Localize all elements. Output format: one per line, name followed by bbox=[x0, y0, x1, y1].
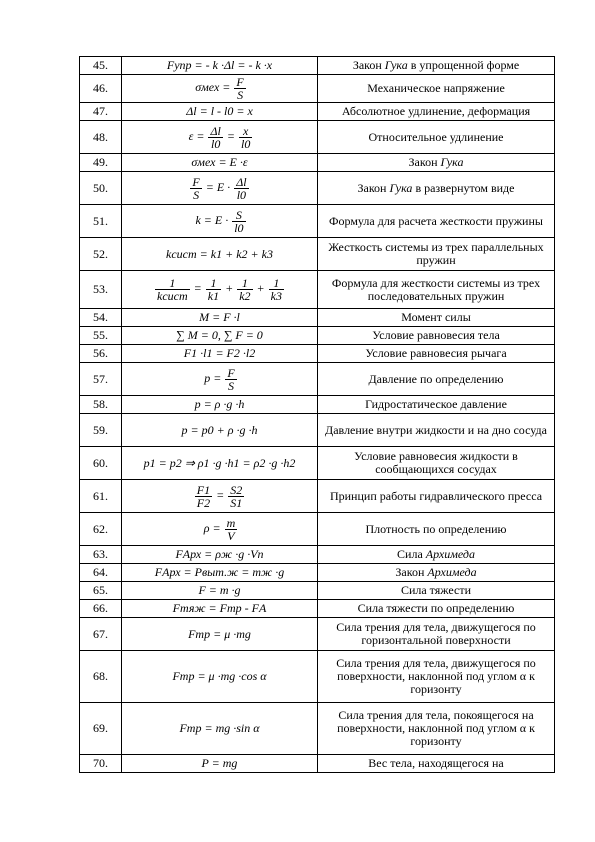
description-cell bbox=[318, 103, 555, 121]
table-row bbox=[80, 414, 555, 447]
fraction bbox=[269, 277, 284, 302]
fraction bbox=[208, 125, 222, 150]
table-row bbox=[80, 755, 555, 773]
description-text: Сила тяжести по определению bbox=[357, 601, 515, 615]
description-cell bbox=[318, 480, 555, 513]
table-row bbox=[80, 327, 555, 345]
formula-cell: σмех = E ·ε bbox=[122, 154, 318, 172]
fraction bbox=[190, 176, 201, 201]
formula-cell: Fтр = mg ·sin α bbox=[122, 703, 318, 755]
row-number: 69. bbox=[80, 703, 122, 755]
description-text: в упрощенной форме bbox=[407, 58, 520, 72]
fraction-denominator: l0 bbox=[240, 136, 251, 151]
formula-cell: p = ρ ·g ·h bbox=[122, 396, 318, 414]
description-text: Жесткость системы из трех параллельных пружин bbox=[328, 240, 544, 267]
description-text: в развернутом виде bbox=[412, 180, 515, 195]
table-row bbox=[80, 582, 555, 600]
table-row bbox=[80, 205, 555, 238]
description-text: Относительное удлинение bbox=[368, 129, 504, 144]
description-text: Механическое напряжение bbox=[367, 81, 505, 95]
fraction-denominator: l0 bbox=[236, 187, 247, 202]
table-row bbox=[80, 703, 555, 755]
fraction-numerator: m bbox=[226, 515, 236, 530]
formula-cell: p1 = p2 ⇒ ρ1 ·g ·h1 = ρ2 ·g ·h2 bbox=[122, 447, 318, 480]
table-row bbox=[80, 271, 555, 309]
formula-cell: M = F ·l bbox=[122, 309, 318, 327]
description-text: Формула для расчета жесткости пружины bbox=[329, 213, 543, 228]
table-row bbox=[80, 396, 555, 414]
fraction-denominator: S bbox=[193, 187, 200, 202]
fraction-numerator: S bbox=[232, 209, 245, 222]
description-cell bbox=[318, 327, 555, 345]
row-number: 65. bbox=[80, 582, 122, 600]
description-cell bbox=[318, 121, 555, 154]
formula-operator: = E · bbox=[205, 179, 231, 194]
table-row bbox=[80, 172, 555, 205]
table-row bbox=[80, 447, 555, 480]
formula-operator: = bbox=[216, 487, 225, 502]
fraction-denominator: l0 bbox=[234, 220, 244, 235]
table-row bbox=[80, 480, 555, 513]
formula-cell: p = p0 + ρ ·g ·h bbox=[122, 414, 318, 447]
description-cell bbox=[318, 271, 555, 309]
formula-cell bbox=[122, 121, 318, 154]
description-cell bbox=[318, 582, 555, 600]
formula-operator: = bbox=[193, 281, 202, 296]
formula-cell bbox=[122, 172, 318, 205]
fraction-numerator: Δl bbox=[210, 123, 221, 138]
description-text: Условие равновесия жидкости в сообщающихся сосудах bbox=[354, 449, 518, 476]
fraction-numerator: 1 bbox=[206, 277, 221, 290]
fraction-denominator: k1 bbox=[207, 289, 220, 303]
description-cell bbox=[318, 238, 555, 271]
description-text: Условие равновесия рычага bbox=[365, 346, 507, 360]
fraction-numerator: Δl bbox=[236, 174, 247, 189]
row-number: 57. bbox=[80, 363, 122, 396]
row-number: 56. bbox=[80, 345, 122, 363]
formula-lhs: ρ = bbox=[203, 520, 221, 535]
description-cell bbox=[318, 205, 555, 238]
row-number: 48. bbox=[80, 121, 122, 154]
fraction-denominator: S1 bbox=[230, 495, 243, 510]
row-number: 70. bbox=[80, 755, 122, 773]
row-number: 45. bbox=[80, 57, 122, 75]
formula-cell bbox=[122, 513, 318, 546]
fraction-numerator: 1 bbox=[237, 277, 252, 290]
row-number: 64. bbox=[80, 564, 122, 582]
row-number: 63. bbox=[80, 546, 122, 564]
description-cell bbox=[318, 414, 555, 447]
description-text: Плотность по определению bbox=[365, 521, 507, 536]
row-number: 55. bbox=[80, 327, 122, 345]
table-row bbox=[80, 154, 555, 172]
description-text: Сила тяжести bbox=[400, 583, 472, 597]
formula-cell: kсист = k1 + k2 + k3 bbox=[122, 238, 318, 271]
fraction bbox=[225, 367, 236, 392]
description-text: Закон bbox=[395, 565, 428, 579]
fraction-numerator: S2 bbox=[230, 482, 243, 497]
table-row bbox=[80, 618, 555, 651]
formula-operator: + bbox=[225, 281, 234, 296]
description-cell bbox=[318, 363, 555, 396]
fraction-numerator: F bbox=[227, 365, 235, 380]
description-text: Давление по определению bbox=[368, 371, 504, 386]
description-text: Гука bbox=[384, 58, 408, 72]
table-row bbox=[80, 75, 555, 103]
row-number: 51. bbox=[80, 205, 122, 238]
fraction-denominator: F2 bbox=[196, 495, 211, 510]
formula-cell: FАрх = Pвыт.ж = mж ·g bbox=[122, 564, 318, 582]
description-text: Принцип работы гидравлического пресса bbox=[329, 488, 543, 503]
description-cell bbox=[318, 345, 555, 363]
formula-cell: Δl = l - l0 = x bbox=[122, 103, 318, 121]
row-number: 68. bbox=[80, 651, 122, 703]
fraction bbox=[225, 517, 238, 542]
description-cell bbox=[318, 651, 555, 703]
formula-cell bbox=[122, 363, 318, 396]
row-number: 46. bbox=[80, 75, 122, 103]
table-row bbox=[80, 309, 555, 327]
table-row bbox=[80, 651, 555, 703]
formula-cell bbox=[122, 480, 318, 513]
description-text: Давление внутри жидкости и на дно сосуда bbox=[325, 422, 547, 437]
row-number: 50. bbox=[80, 172, 122, 205]
table-row bbox=[80, 238, 555, 271]
table-row bbox=[80, 513, 555, 546]
description-cell bbox=[318, 154, 555, 172]
description-cell bbox=[318, 564, 555, 582]
table-row bbox=[80, 121, 555, 154]
formula-cell: Fтяж = Fтр - FА bbox=[122, 600, 318, 618]
description-cell bbox=[318, 75, 555, 103]
row-number: 67. bbox=[80, 618, 122, 651]
fraction-denominator: k3 bbox=[270, 289, 282, 303]
description-cell bbox=[318, 172, 555, 205]
description-cell bbox=[318, 600, 555, 618]
description-text: Сила трения для тела, движущегося по горизонтальной поверхности bbox=[336, 620, 536, 647]
description-cell bbox=[318, 546, 555, 564]
row-number: 61. bbox=[80, 480, 122, 513]
row-number: 52. bbox=[80, 238, 122, 271]
formula-cell: F1 ·l1 = F2 ·l2 bbox=[122, 345, 318, 363]
fraction-denominator: S bbox=[228, 378, 235, 393]
table-row bbox=[80, 600, 555, 618]
row-number: 59. bbox=[80, 414, 122, 447]
fraction-denominator: kсист bbox=[157, 289, 188, 303]
formula-cell bbox=[122, 75, 318, 103]
description-cell bbox=[318, 618, 555, 651]
fraction-denominator: l0 bbox=[211, 136, 221, 151]
formula-lhs: σмех = bbox=[195, 80, 231, 95]
description-text: Архимеда bbox=[427, 565, 477, 579]
row-number: 60. bbox=[80, 447, 122, 480]
fraction-denominator: k2 bbox=[239, 289, 251, 303]
description-text: Гидростатическое давление bbox=[365, 397, 507, 411]
description-text: Закон bbox=[408, 155, 441, 169]
fraction bbox=[195, 484, 212, 509]
description-cell bbox=[318, 755, 555, 773]
description-text: Сила трения для тела, движущегося по поверхности, наклонной под углом α к горизонту bbox=[336, 656, 536, 696]
table-row bbox=[80, 103, 555, 121]
table-row bbox=[80, 363, 555, 396]
fraction bbox=[206, 277, 221, 302]
table-row bbox=[80, 546, 555, 564]
fraction bbox=[232, 209, 245, 234]
fraction bbox=[239, 125, 252, 150]
table-row bbox=[80, 57, 555, 75]
description-cell bbox=[318, 703, 555, 755]
fraction-numerator: F bbox=[192, 174, 200, 189]
formula-cell: ∑ M = 0, ∑ F = 0 bbox=[122, 327, 318, 345]
description-text: Формула для жесткости системы из трех последовательных пружин bbox=[331, 275, 541, 303]
row-number: 66. bbox=[80, 600, 122, 618]
formula-lhs: k = E · bbox=[195, 212, 229, 227]
description-text: Абсолютное удлинение, деформация bbox=[341, 104, 531, 118]
fraction-denominator: S bbox=[237, 88, 244, 102]
formula-cell: Fупр = - k ·Δl = - k ·x bbox=[122, 57, 318, 75]
description-text: Сила трения для тела, покоящегося на поверхности, наклонной под углом α к горизонту bbox=[337, 708, 535, 748]
formula-operator: = bbox=[226, 128, 235, 143]
fraction bbox=[234, 76, 245, 101]
row-number: 53. bbox=[80, 271, 122, 309]
formula-cell: FАрх = ρж ·g ·Vп bbox=[122, 546, 318, 564]
fraction-numerator: F1 bbox=[196, 482, 211, 497]
formula-operator: + bbox=[256, 281, 265, 296]
fraction bbox=[234, 176, 248, 201]
row-number: 54. bbox=[80, 309, 122, 327]
row-number: 49. bbox=[80, 154, 122, 172]
description-text: Момент силы bbox=[401, 310, 471, 324]
formula-cell: F = m ·g bbox=[122, 582, 318, 600]
description-text: Гука bbox=[440, 155, 464, 169]
description-text: Архимеда bbox=[425, 547, 475, 561]
fraction-numerator: 1 bbox=[269, 277, 284, 290]
table-row bbox=[80, 564, 555, 582]
table-row bbox=[80, 345, 555, 363]
row-number: 58. bbox=[80, 396, 122, 414]
fraction-numerator: 1 bbox=[155, 277, 190, 290]
formula-cell: Fтр = μ ·mg bbox=[122, 618, 318, 651]
description-text: Гука bbox=[389, 180, 413, 195]
description-cell bbox=[318, 513, 555, 546]
description-cell bbox=[318, 396, 555, 414]
formula-lhs: p = bbox=[204, 370, 222, 385]
row-number: 62. bbox=[80, 513, 122, 546]
fraction bbox=[155, 277, 190, 302]
formula-table bbox=[79, 56, 555, 773]
fraction-numerator: x bbox=[239, 125, 252, 138]
description-cell bbox=[318, 309, 555, 327]
formula-table-body bbox=[80, 57, 555, 773]
formula-cell: Fтр = μ ·mg ·cos α bbox=[122, 651, 318, 703]
formula-cell: P = mg bbox=[122, 755, 318, 773]
description-text: Закон bbox=[352, 58, 385, 72]
description-cell bbox=[318, 447, 555, 480]
formula-cell bbox=[122, 271, 318, 309]
formula-lhs: ε = bbox=[188, 128, 205, 143]
description-text: Условие равновесия тела bbox=[372, 328, 500, 342]
fraction bbox=[237, 277, 252, 302]
description-text: Вес тела, находящегося на bbox=[368, 756, 504, 770]
description-text: Закон bbox=[357, 180, 390, 195]
fraction-numerator: F bbox=[236, 75, 244, 89]
formula-cell bbox=[122, 205, 318, 238]
description-text: Сила bbox=[397, 547, 426, 561]
row-number: 47. bbox=[80, 103, 122, 121]
fraction bbox=[228, 484, 244, 509]
description-cell bbox=[318, 57, 555, 75]
fraction-denominator: V bbox=[227, 528, 235, 543]
